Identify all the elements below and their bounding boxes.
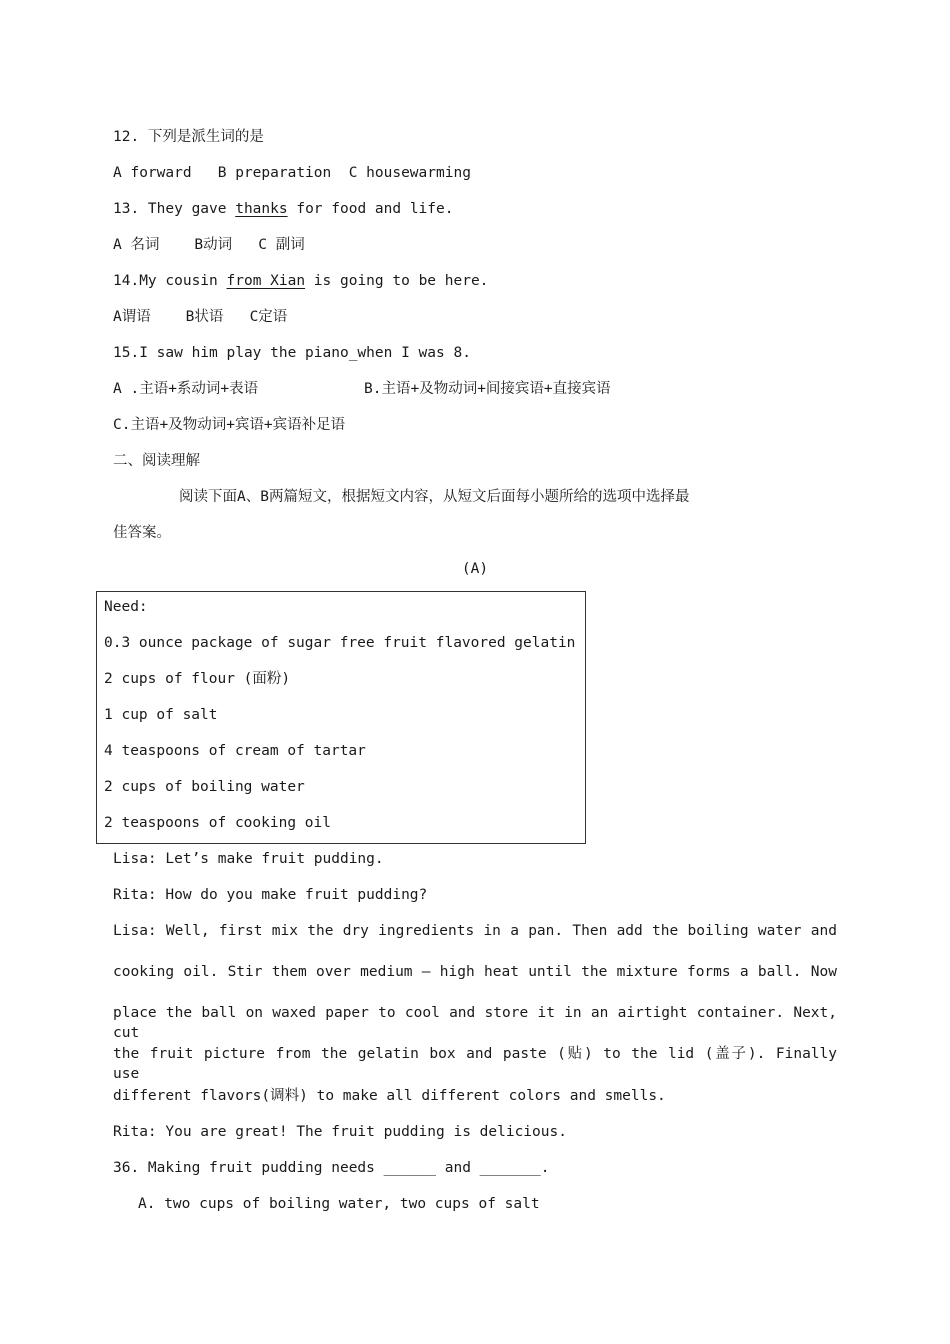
dialogue-paragraph-line: Lisa: Well, first mix the dry ingredients in a pan. Then add the boiling water and [113,923,837,939]
recipe-item: 2 cups of flour (面粉) [104,671,291,687]
recipe-item: 2 teaspoons of cooking oil [104,815,331,831]
q15-option-c: C.主语+及物动词+宾语+宾语补足语 [113,417,346,433]
q14-stem-before: 14.My cousin [113,273,227,289]
passage-label: (A) [461,561,489,577]
recipe-item: 1 cup of salt [104,707,218,723]
q15-option-a: A .主语+系动词+表语 [113,381,259,397]
dialogue-line: Rita: You are great! The fruit pudding is delicious. [113,1124,567,1140]
q15-stem: 15.I saw him play the piano_when I was 8. [113,345,471,361]
q13-stem-after: for food and life. [287,201,454,217]
recipe-item: 2 cups of boiling water [104,779,305,795]
dialogue-line: Lisa: Let’s make fruit pudding. [113,851,384,867]
dialogue-line: Rita: How do you make fruit pudding? [113,887,428,903]
dialogue-paragraph-line: cooking oil. Stir them over medium – high heat until the mixture forms a ball. Now [113,964,837,980]
q14-stem-after: is going to be here. [305,273,489,289]
q12-options: A forward B preparation C housewarming [113,165,471,181]
q12-stem: 12. 下列是派生词的是 [113,129,264,145]
dialogue-paragraph-line: the fruit picture from the gelatin box and paste (贴) to the lid (盖子). Finally use [113,1046,837,1082]
dialogue-paragraph-line: place the ball on waxed paper to cool and store it in an airtight container. Next, cut [113,1005,837,1041]
q14-stem [113,271,488,291]
section-instruction-1: 阅读下面A、B两篇短文，根据短文内容，从短文后面每小题所给的选项中选择最 [179,489,690,505]
q13-stem-before: 13. They gave [113,201,236,217]
recipe-item: 0.3 ounce package of sugar free fruit flavored gelatin [104,635,576,651]
q14-underlined: from Xian [226,273,306,289]
recipe-item: 4 teaspoons of cream of tartar [104,743,366,759]
q13-options: A 名词 B动词 C 副词 [113,237,305,253]
q15-option-b: B.主语+及物动词+间接宾语+直接宾语 [364,381,611,397]
q36-option-a: A. two cups of boiling water, two cups of salt [138,1196,540,1212]
recipe-box [96,591,586,844]
q13-underlined: thanks [235,201,288,217]
dialogue-paragraph-line: different flavors(调料) to make all different colors and smells. [113,1088,666,1104]
q36-stem: 36. Making fruit pudding needs ______ and _______. [113,1160,550,1176]
section-instruction-2: 佳答案。 [113,525,171,541]
section-title: 二、阅读理解 [113,453,200,469]
q13-stem [113,199,453,219]
q14-options: A谓语 B状语 C定语 [113,309,288,325]
recipe-item: Need: [104,599,148,615]
